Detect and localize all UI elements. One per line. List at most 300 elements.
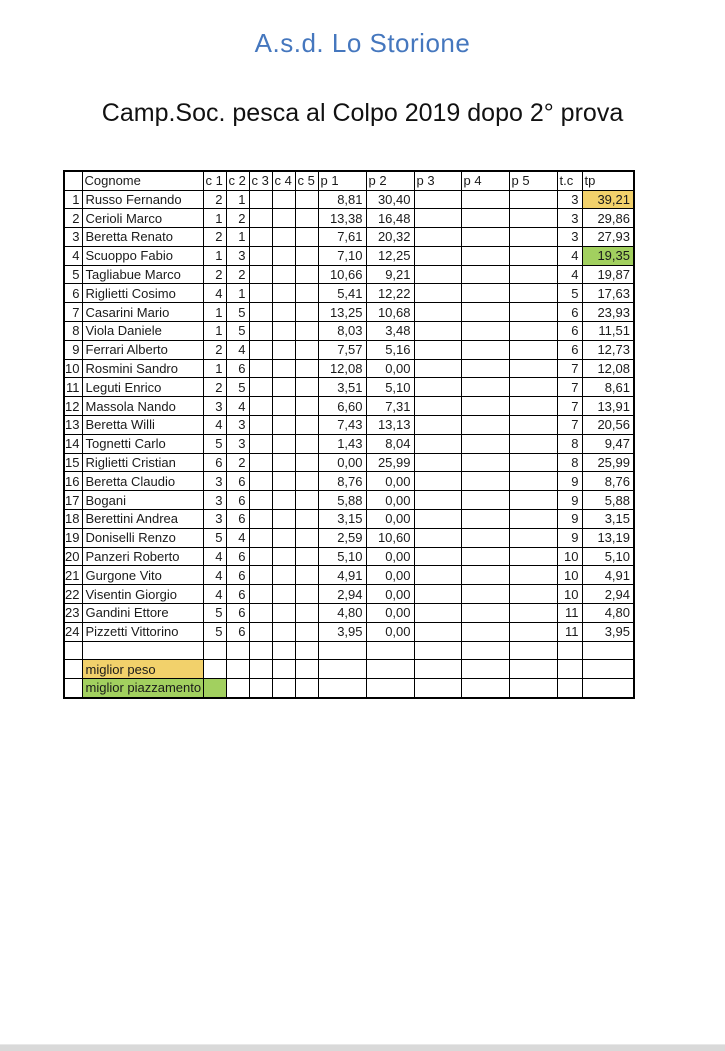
cell bbox=[318, 660, 366, 679]
table-row bbox=[64, 303, 634, 322]
cell bbox=[414, 585, 461, 604]
cell: 6 bbox=[226, 566, 249, 585]
cell: 5,10 bbox=[366, 378, 414, 397]
cell: 1 bbox=[64, 190, 82, 209]
cell: 1,43 bbox=[318, 434, 366, 453]
cell bbox=[272, 566, 295, 585]
cell bbox=[509, 622, 557, 641]
cell: 0,00 bbox=[366, 491, 414, 510]
cell: miglior piazzamento bbox=[82, 679, 203, 698]
cell bbox=[509, 209, 557, 228]
table-row bbox=[64, 679, 634, 698]
cell: 6 bbox=[557, 322, 582, 341]
cell bbox=[461, 416, 509, 435]
cell: 6 bbox=[557, 340, 582, 359]
cell: 10 bbox=[557, 585, 582, 604]
header-cell: p 5 bbox=[509, 171, 557, 190]
cell bbox=[226, 660, 249, 679]
cell: 20 bbox=[64, 547, 82, 566]
cell: 10 bbox=[557, 566, 582, 585]
cell: 9 bbox=[557, 510, 582, 529]
cell bbox=[64, 679, 82, 698]
cell: 3 bbox=[557, 228, 582, 247]
cell: 6 bbox=[226, 547, 249, 566]
cell bbox=[461, 585, 509, 604]
cell bbox=[249, 209, 272, 228]
cell bbox=[366, 679, 414, 698]
cell: 3 bbox=[226, 434, 249, 453]
cell bbox=[414, 510, 461, 529]
table-row bbox=[64, 340, 634, 359]
cell: 5 bbox=[203, 604, 226, 623]
table-body bbox=[64, 190, 634, 641]
cell: 8 bbox=[557, 453, 582, 472]
cell bbox=[509, 284, 557, 303]
cell: Viola Daniele bbox=[82, 322, 203, 341]
cell bbox=[295, 284, 318, 303]
cell bbox=[461, 397, 509, 416]
cell bbox=[414, 472, 461, 491]
cell bbox=[272, 679, 295, 698]
cell bbox=[414, 228, 461, 247]
cell: 11 bbox=[557, 604, 582, 623]
cell bbox=[509, 434, 557, 453]
cell: Pizzetti Vittorino bbox=[82, 622, 203, 641]
page-subtitle: Camp.Soc. pesca al Colpo 2019 dopo 2° prova bbox=[101, 99, 624, 127]
cell bbox=[295, 246, 318, 265]
cell: 1 bbox=[203, 359, 226, 378]
cell bbox=[249, 322, 272, 341]
cell bbox=[272, 228, 295, 247]
cell: Leguti Enrico bbox=[82, 378, 203, 397]
cell: 1 bbox=[203, 246, 226, 265]
cell bbox=[272, 246, 295, 265]
cell bbox=[461, 528, 509, 547]
cell bbox=[272, 547, 295, 566]
cell: 3 bbox=[203, 397, 226, 416]
cell: 0,00 bbox=[366, 510, 414, 529]
table-row bbox=[64, 434, 634, 453]
cell bbox=[272, 604, 295, 623]
cell: 5,88 bbox=[318, 491, 366, 510]
cell: 6 bbox=[226, 491, 249, 510]
cell bbox=[461, 660, 509, 679]
cell: 2 bbox=[203, 228, 226, 247]
cell: Gurgone Vito bbox=[82, 566, 203, 585]
cell: 14 bbox=[64, 434, 82, 453]
cell: 3 bbox=[64, 228, 82, 247]
cell bbox=[318, 679, 366, 698]
cell bbox=[414, 547, 461, 566]
cell bbox=[272, 359, 295, 378]
cell: 1 bbox=[226, 284, 249, 303]
cell bbox=[249, 604, 272, 623]
cell bbox=[509, 679, 557, 698]
cell: 9,47 bbox=[582, 434, 634, 453]
cell bbox=[582, 679, 634, 698]
cell: Rosmini Sandro bbox=[82, 359, 203, 378]
cell: 15 bbox=[64, 453, 82, 472]
cell: 4,91 bbox=[582, 566, 634, 585]
cell bbox=[249, 397, 272, 416]
cell: Berettini Andrea bbox=[82, 510, 203, 529]
cell bbox=[64, 660, 82, 679]
cell bbox=[203, 660, 226, 679]
cell bbox=[295, 604, 318, 623]
cell bbox=[272, 434, 295, 453]
cell bbox=[414, 528, 461, 547]
table-row bbox=[64, 660, 634, 679]
cell: 5 bbox=[203, 434, 226, 453]
results-table bbox=[63, 170, 635, 699]
cell bbox=[295, 209, 318, 228]
window-bottom-bar bbox=[0, 1044, 725, 1051]
cell bbox=[249, 303, 272, 322]
cell: 4 bbox=[226, 528, 249, 547]
cell: 23,93 bbox=[582, 303, 634, 322]
cell bbox=[249, 284, 272, 303]
cell bbox=[249, 359, 272, 378]
cell bbox=[557, 660, 582, 679]
cell bbox=[414, 679, 461, 698]
cell bbox=[249, 491, 272, 510]
cell bbox=[414, 340, 461, 359]
cell: 9 bbox=[557, 528, 582, 547]
cell bbox=[509, 472, 557, 491]
cell bbox=[272, 622, 295, 641]
cell: Riglietti Cosimo bbox=[82, 284, 203, 303]
header-cell: p 1 bbox=[318, 171, 366, 190]
cell: 20,32 bbox=[366, 228, 414, 247]
cell: Ferrari Alberto bbox=[82, 340, 203, 359]
cell bbox=[582, 641, 634, 660]
cell bbox=[272, 510, 295, 529]
cell: 2,94 bbox=[318, 585, 366, 604]
cell bbox=[295, 303, 318, 322]
cell bbox=[249, 566, 272, 585]
table-row bbox=[64, 228, 634, 247]
cell bbox=[461, 604, 509, 623]
cell: Panzeri Roberto bbox=[82, 547, 203, 566]
cell bbox=[461, 378, 509, 397]
cell: 13,13 bbox=[366, 416, 414, 435]
cell: 8 bbox=[557, 434, 582, 453]
cell bbox=[249, 547, 272, 566]
cell: 8 bbox=[64, 322, 82, 341]
cell: 9 bbox=[64, 340, 82, 359]
cell: 4 bbox=[226, 397, 249, 416]
cell bbox=[414, 491, 461, 510]
cell bbox=[414, 284, 461, 303]
cell: 7 bbox=[64, 303, 82, 322]
cell bbox=[509, 246, 557, 265]
cell: 8,76 bbox=[318, 472, 366, 491]
cell bbox=[249, 585, 272, 604]
header-cell: p 3 bbox=[414, 171, 461, 190]
cell: Cerioli Marco bbox=[82, 209, 203, 228]
table-row bbox=[64, 246, 634, 265]
cell: 2 bbox=[203, 378, 226, 397]
cell: Riglietti Cristian bbox=[82, 453, 203, 472]
cell: 2 bbox=[226, 453, 249, 472]
cell bbox=[509, 303, 557, 322]
cell: 17,63 bbox=[582, 284, 634, 303]
table-row bbox=[64, 622, 634, 641]
cell: 3 bbox=[226, 416, 249, 435]
cell: 13,91 bbox=[582, 397, 634, 416]
header-cell: tp bbox=[582, 171, 634, 190]
cell: 9,21 bbox=[366, 265, 414, 284]
cell bbox=[414, 641, 461, 660]
cell: 8,81 bbox=[318, 190, 366, 209]
cell bbox=[295, 416, 318, 435]
cell bbox=[461, 641, 509, 660]
cell: 8,61 bbox=[582, 378, 634, 397]
cell bbox=[226, 641, 249, 660]
cell bbox=[414, 416, 461, 435]
cell bbox=[64, 641, 82, 660]
cell bbox=[461, 566, 509, 585]
cell bbox=[272, 491, 295, 510]
cell bbox=[272, 472, 295, 491]
table-row bbox=[64, 547, 634, 566]
cell: 5 bbox=[557, 284, 582, 303]
cell: 1 bbox=[226, 190, 249, 209]
cell: 4 bbox=[203, 416, 226, 435]
cell: 6 bbox=[226, 622, 249, 641]
cell: 13,19 bbox=[582, 528, 634, 547]
cell bbox=[249, 190, 272, 209]
cell bbox=[295, 453, 318, 472]
cell bbox=[203, 679, 226, 698]
cell bbox=[414, 190, 461, 209]
cell bbox=[272, 397, 295, 416]
cell: 19,35 bbox=[582, 246, 634, 265]
cell: 6 bbox=[226, 510, 249, 529]
cell: 3 bbox=[557, 209, 582, 228]
cell: 13,38 bbox=[318, 209, 366, 228]
cell bbox=[414, 265, 461, 284]
cell: 1 bbox=[226, 228, 249, 247]
cell bbox=[295, 434, 318, 453]
cell bbox=[295, 547, 318, 566]
cell: Beretta Renato bbox=[82, 228, 203, 247]
table-row bbox=[64, 209, 634, 228]
table-row bbox=[64, 416, 634, 435]
cell: 7 bbox=[557, 359, 582, 378]
cell: Bogani bbox=[82, 491, 203, 510]
cell bbox=[295, 472, 318, 491]
cell: 12,08 bbox=[582, 359, 634, 378]
cell: 0,00 bbox=[366, 566, 414, 585]
cell: 2,94 bbox=[582, 585, 634, 604]
cell bbox=[272, 209, 295, 228]
header-cell: t.c bbox=[557, 171, 582, 190]
cell bbox=[461, 303, 509, 322]
cell bbox=[249, 378, 272, 397]
cell: Gandini Ettore bbox=[82, 604, 203, 623]
cell: 3,95 bbox=[582, 622, 634, 641]
cell bbox=[509, 453, 557, 472]
header-cell: c 5 bbox=[295, 171, 318, 190]
table-row bbox=[64, 378, 634, 397]
cell: 16 bbox=[64, 472, 82, 491]
cell bbox=[461, 434, 509, 453]
cell bbox=[249, 472, 272, 491]
cell bbox=[249, 434, 272, 453]
cell: 2,59 bbox=[318, 528, 366, 547]
cell bbox=[249, 660, 272, 679]
cell bbox=[414, 622, 461, 641]
cell: 4 bbox=[203, 585, 226, 604]
cell bbox=[272, 378, 295, 397]
cell bbox=[295, 228, 318, 247]
cell bbox=[509, 228, 557, 247]
cell: 13,25 bbox=[318, 303, 366, 322]
cell bbox=[203, 641, 226, 660]
table-row bbox=[64, 359, 634, 378]
cell bbox=[414, 660, 461, 679]
cell: Scuoppo Fabio bbox=[82, 246, 203, 265]
cell bbox=[461, 622, 509, 641]
cell: 6 bbox=[226, 472, 249, 491]
cell bbox=[249, 528, 272, 547]
cell bbox=[509, 340, 557, 359]
cell: Visentin Giorgio bbox=[82, 585, 203, 604]
cell bbox=[509, 322, 557, 341]
cell: 8,03 bbox=[318, 322, 366, 341]
cell bbox=[414, 397, 461, 416]
cell: 3,95 bbox=[318, 622, 366, 641]
cell bbox=[461, 228, 509, 247]
header-cell: c 4 bbox=[272, 171, 295, 190]
cell: 5 bbox=[226, 303, 249, 322]
cell: 12,73 bbox=[582, 340, 634, 359]
cell: 3 bbox=[557, 190, 582, 209]
cell: 18 bbox=[64, 510, 82, 529]
cell: 0,00 bbox=[366, 472, 414, 491]
cell bbox=[461, 510, 509, 529]
cell: 7 bbox=[557, 416, 582, 435]
cell: 3,15 bbox=[318, 510, 366, 529]
cell bbox=[414, 359, 461, 378]
cell: 5 bbox=[64, 265, 82, 284]
cell: 4,80 bbox=[318, 604, 366, 623]
cell bbox=[249, 340, 272, 359]
cell: 19,87 bbox=[582, 265, 634, 284]
cell bbox=[226, 679, 249, 698]
cell bbox=[82, 641, 203, 660]
cell: 4 bbox=[557, 265, 582, 284]
cell bbox=[509, 528, 557, 547]
cell bbox=[249, 453, 272, 472]
cell: 2 bbox=[226, 265, 249, 284]
cell: 2 bbox=[203, 340, 226, 359]
cell: Beretta Claudio bbox=[82, 472, 203, 491]
cell bbox=[461, 190, 509, 209]
cell bbox=[461, 209, 509, 228]
cell: 4 bbox=[226, 340, 249, 359]
cell bbox=[295, 679, 318, 698]
cell: 10,60 bbox=[366, 528, 414, 547]
cell: 0,00 bbox=[366, 622, 414, 641]
cell: 6 bbox=[203, 453, 226, 472]
cell bbox=[414, 246, 461, 265]
cell bbox=[295, 641, 318, 660]
cell bbox=[557, 641, 582, 660]
cell bbox=[461, 359, 509, 378]
cell: 1 bbox=[203, 209, 226, 228]
cell bbox=[272, 340, 295, 359]
cell bbox=[295, 566, 318, 585]
cell bbox=[461, 265, 509, 284]
cell bbox=[272, 528, 295, 547]
cell: 9 bbox=[557, 491, 582, 510]
cell bbox=[249, 622, 272, 641]
cell: 3 bbox=[226, 246, 249, 265]
cell bbox=[509, 566, 557, 585]
cell: miglior peso bbox=[82, 660, 203, 679]
cell: Tognetti Carlo bbox=[82, 434, 203, 453]
cell bbox=[414, 434, 461, 453]
cell bbox=[414, 604, 461, 623]
cell: 7 bbox=[557, 378, 582, 397]
cell: 39,21 bbox=[582, 190, 634, 209]
cell bbox=[414, 209, 461, 228]
header-cell: p 4 bbox=[461, 171, 509, 190]
cell: 5,88 bbox=[582, 491, 634, 510]
cell: Russo Fernando bbox=[82, 190, 203, 209]
cell bbox=[582, 660, 634, 679]
cell: 6 bbox=[226, 604, 249, 623]
cell bbox=[295, 491, 318, 510]
cell: 27,93 bbox=[582, 228, 634, 247]
cell bbox=[295, 510, 318, 529]
cell: 25,99 bbox=[582, 453, 634, 472]
cell bbox=[557, 679, 582, 698]
cell bbox=[272, 265, 295, 284]
cell bbox=[272, 641, 295, 660]
cell bbox=[272, 322, 295, 341]
cell: 12,22 bbox=[366, 284, 414, 303]
cell: Beretta Willi bbox=[82, 416, 203, 435]
cell: 2 bbox=[203, 190, 226, 209]
header-cell: c 1 bbox=[203, 171, 226, 190]
cell: 5,10 bbox=[318, 547, 366, 566]
table-row bbox=[64, 641, 634, 660]
cell: 12,08 bbox=[318, 359, 366, 378]
cell: 4 bbox=[64, 246, 82, 265]
cell: 7,43 bbox=[318, 416, 366, 435]
cell bbox=[249, 228, 272, 247]
cell bbox=[509, 585, 557, 604]
cell: 17 bbox=[64, 491, 82, 510]
table-row bbox=[64, 491, 634, 510]
cell: 0,00 bbox=[366, 547, 414, 566]
cell bbox=[509, 397, 557, 416]
table-row bbox=[64, 585, 634, 604]
cell bbox=[414, 566, 461, 585]
cell bbox=[318, 641, 366, 660]
cell: 5,41 bbox=[318, 284, 366, 303]
cell: 29,86 bbox=[582, 209, 634, 228]
table-legend bbox=[64, 641, 634, 697]
cell bbox=[509, 604, 557, 623]
cell: 6 bbox=[226, 359, 249, 378]
cell: 2 bbox=[64, 209, 82, 228]
cell: 4,80 bbox=[582, 604, 634, 623]
table-row bbox=[64, 322, 634, 341]
